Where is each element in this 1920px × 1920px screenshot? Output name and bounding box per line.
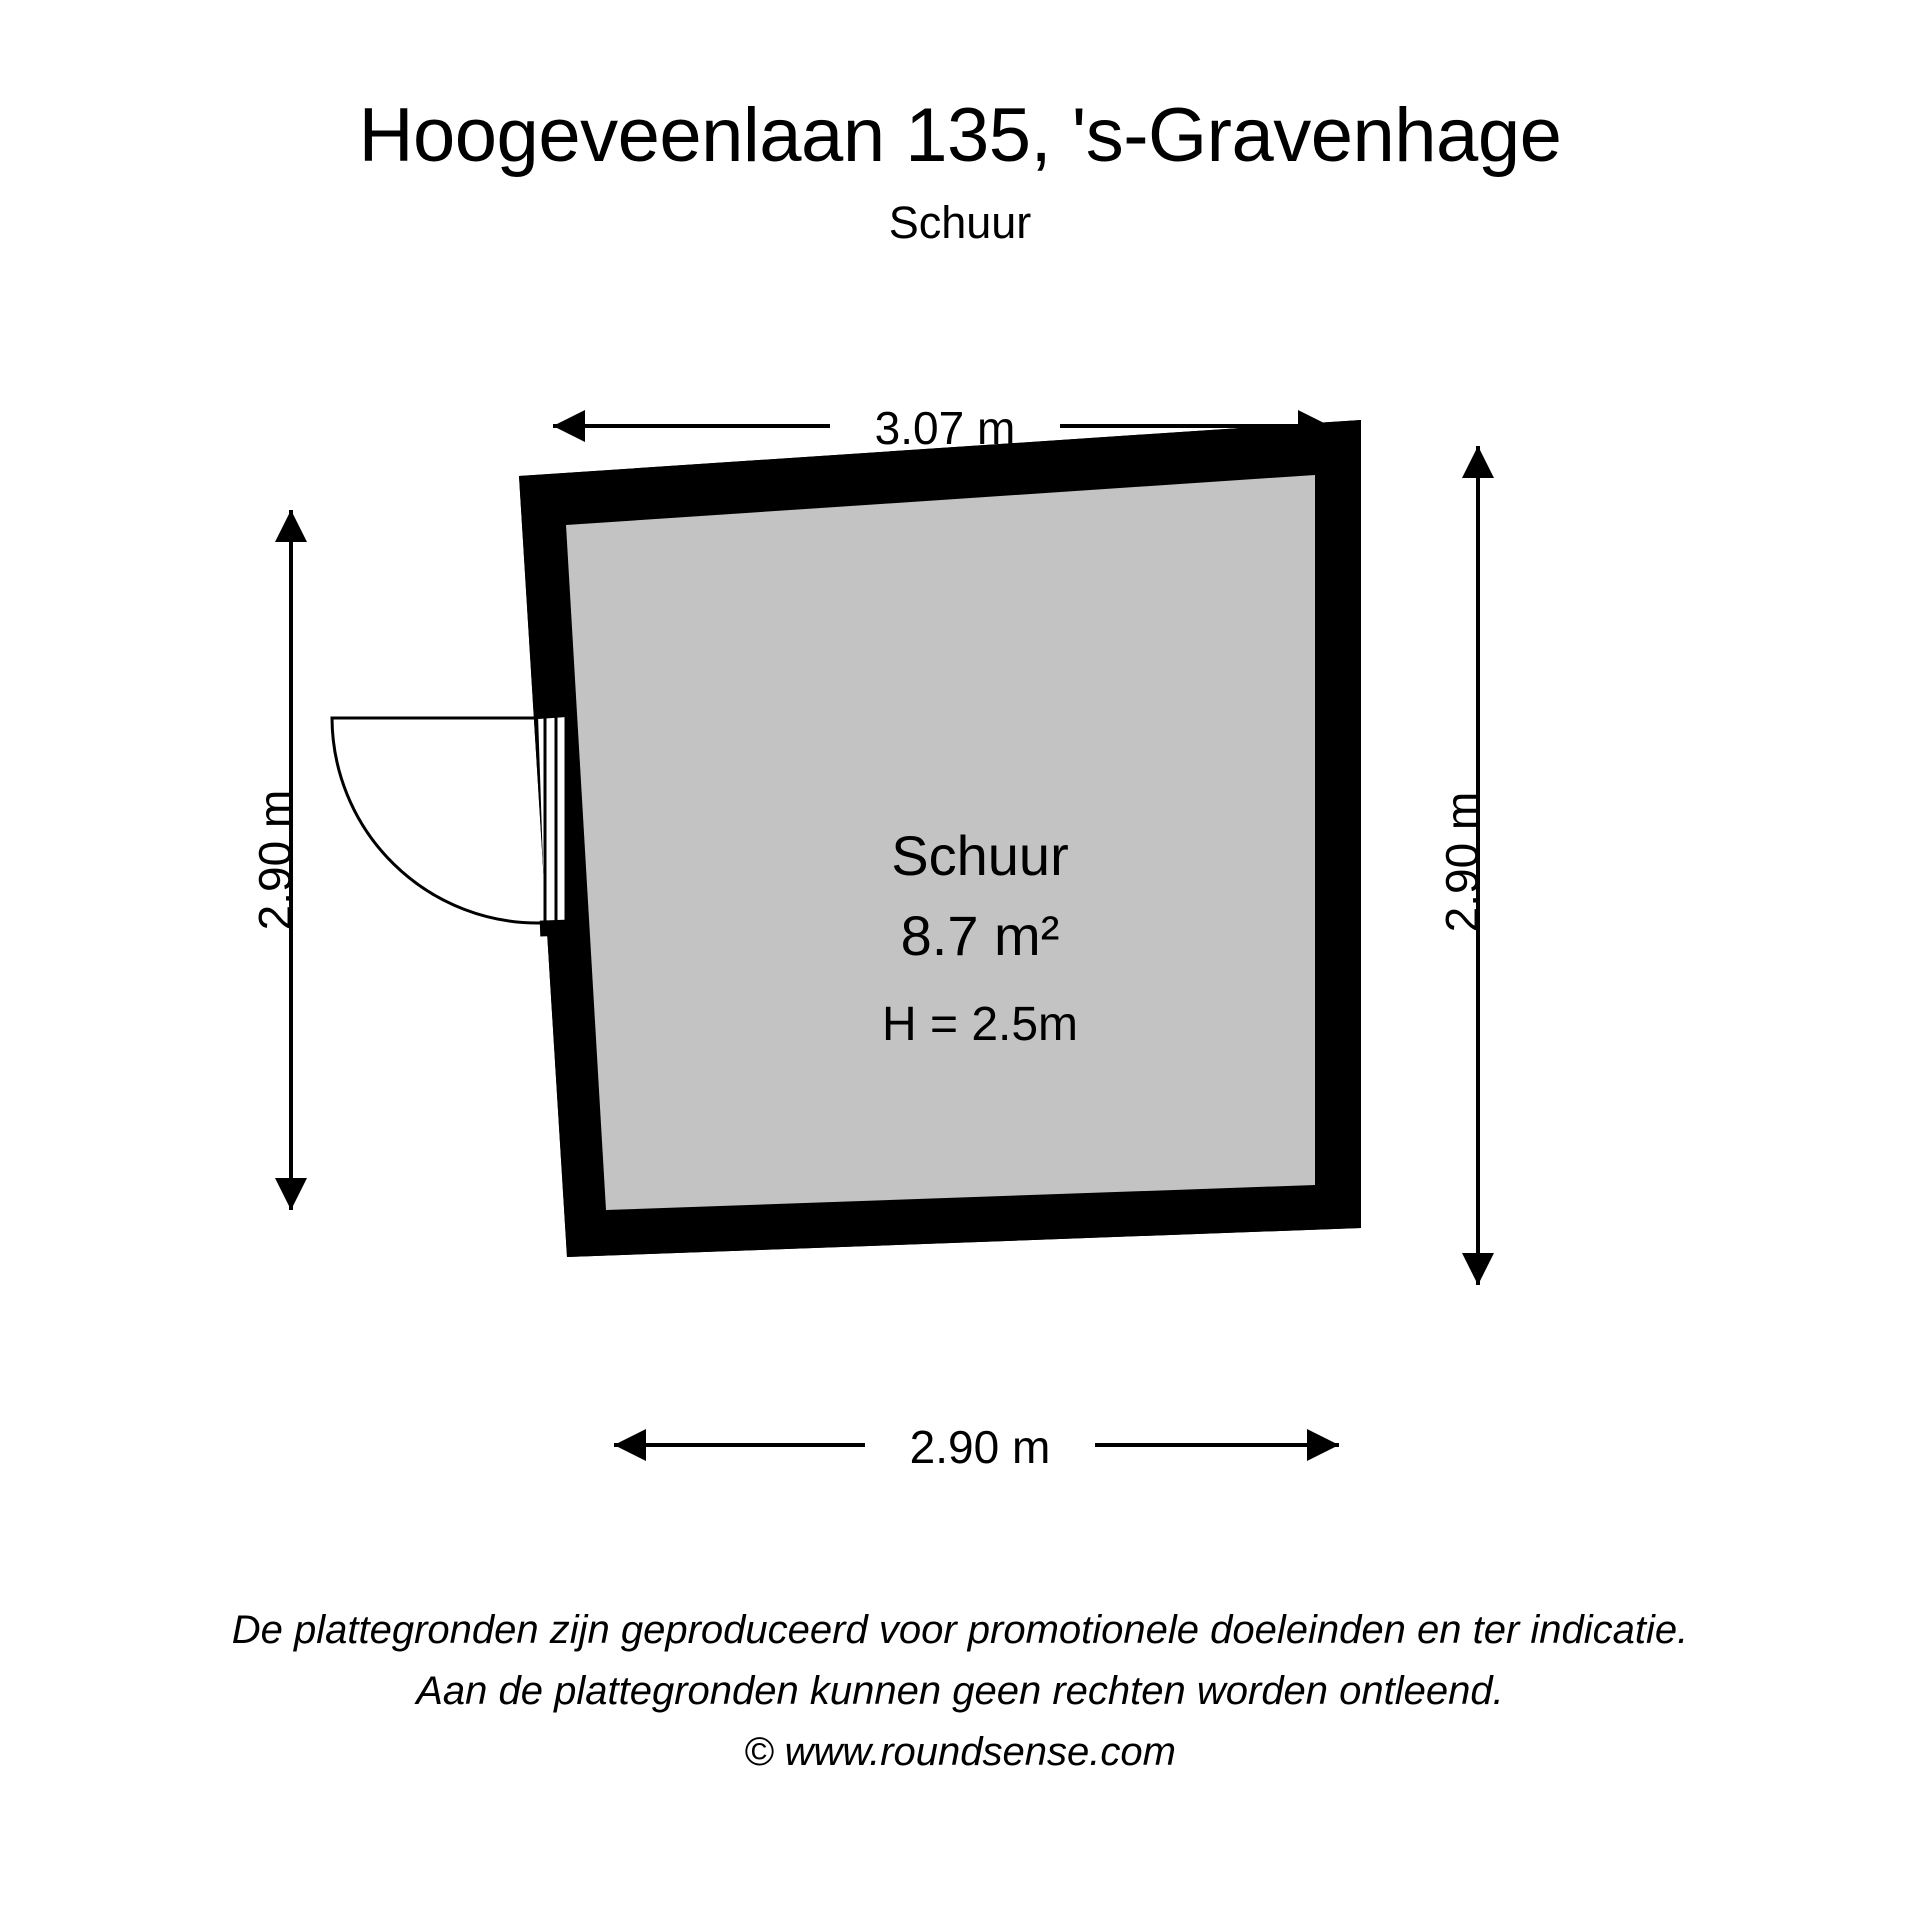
room-name: Schuur <box>891 824 1069 887</box>
dimension-left <box>249 510 307 1210</box>
dimension-right <box>1436 446 1494 1285</box>
floorplan-drawing <box>0 380 1920 1510</box>
door-arc <box>332 718 541 923</box>
room-height: H = 2.5m <box>881 998 1079 1051</box>
dimension-right-label: 2.90 m <box>1436 791 1488 933</box>
dimension-top-label: 3.07 m <box>874 402 1016 454</box>
dimension-bottom <box>614 1413 1339 1477</box>
door-opening <box>538 712 566 923</box>
footer-disclaimer <box>0 1600 1920 1782</box>
room-label-group <box>882 824 1078 1051</box>
room-area: 8.7 m² <box>900 904 1060 967</box>
footer-line-3: © www.roundsense.com <box>744 1729 1176 1774</box>
dimension-left-label: 2.90 m <box>249 789 301 931</box>
footer-line-1: De plattegronden zijn geproduceerd voor promotionele doeleinden en ter indicatie. <box>231 1608 1689 1652</box>
page-subtitle: Schuur <box>888 196 1032 248</box>
footer-line-2: Aan de plattegronden kunnen geen rechten worden ontleend. <box>416 1668 1504 1713</box>
dimension-bottom-label: 2.90 m <box>909 1421 1051 1473</box>
header <box>0 93 1920 248</box>
page-title: Hoogeveenlaan 135, 's-Gravenhage <box>358 93 1562 178</box>
